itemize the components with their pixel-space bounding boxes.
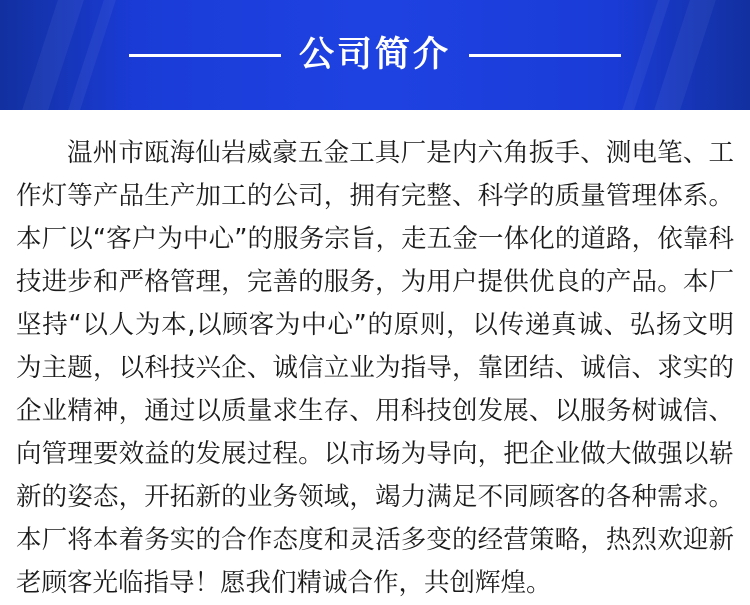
- company-intro-paragraph: 温州市瓯海仙岩威豪五金工具厂是内六角扳手、测电笔、工作灯等产品生产加工的公司，拥有完整、科学的质量管理体系。本厂以“客户为中心”的服务宗旨，走五金一体化的道路，依靠科技进步和严格管理，完善的服务，为用户提供优良的产品。本厂坚持“以人为本,以顾客为中心”的原则，以传递真诚、弘扬文明为主题，以科技兴企、诚信立业为指导，靠团结、诚信、求实的企业精神，通过以质量求生存、用科技创发展、以服务树诚信、向管理要效益的发展过程。以市场为导向，把企业做大做强以崭新的姿态，开拓新的业务领域，竭力满足不同顾客的各种需求。本厂将本着务实的合作态度和灵活多变的经营策略，热烈欢迎新老顾客光临指导！愿我们精诚合作，共创辉煌。: [16, 138, 734, 598]
- left-rule-divider: [129, 54, 281, 57]
- right-rule-divider: [469, 54, 621, 57]
- page-header-banner: [0, 0, 750, 110]
- page-title: 公司简介: [298, 34, 451, 75]
- page-content: [0, 110, 750, 605]
- banner-content: [129, 14, 621, 96]
